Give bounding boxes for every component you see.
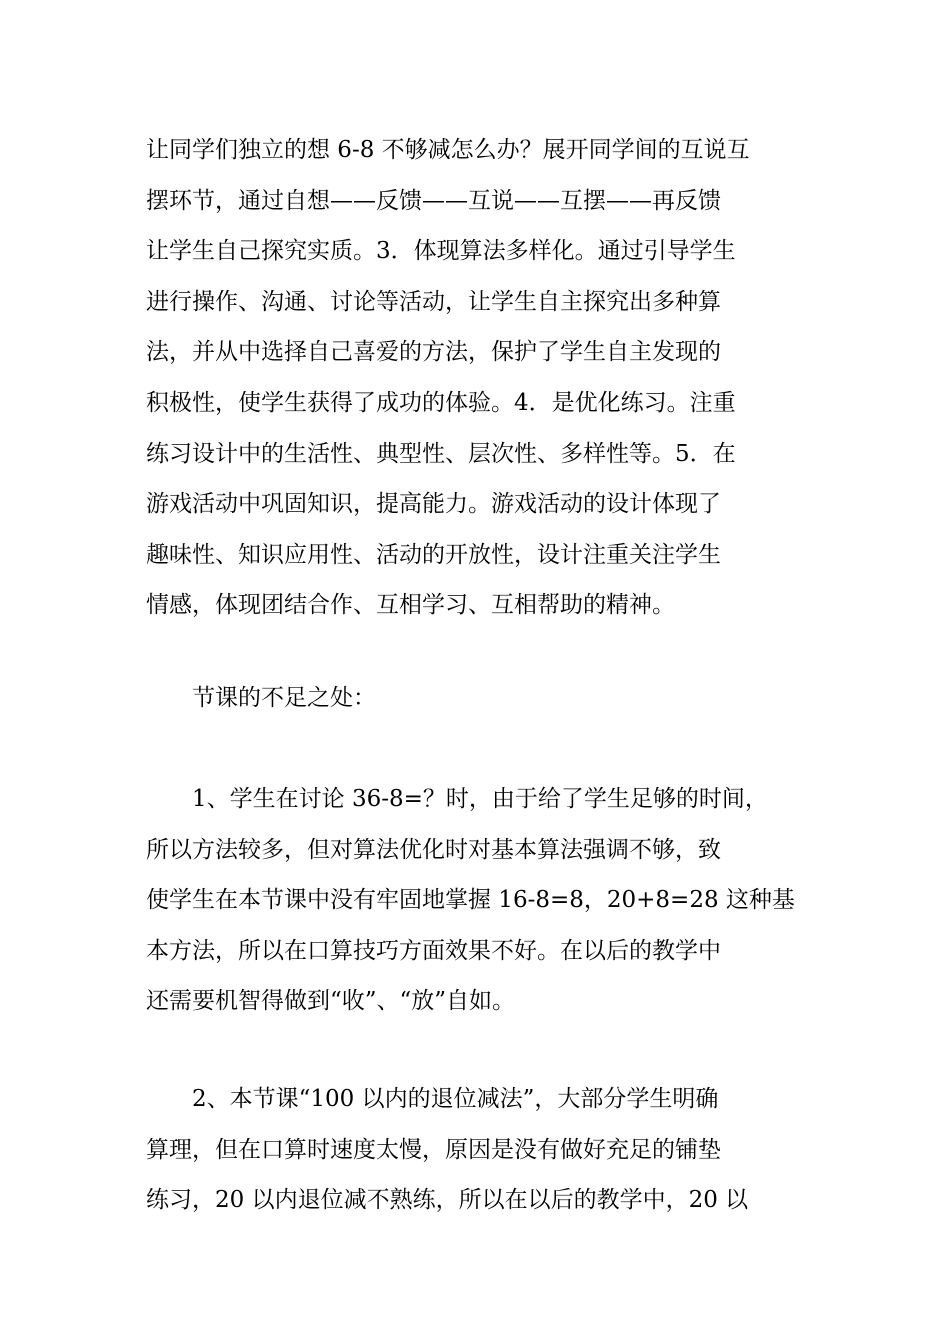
paragraph-shortcoming-2: 2、本节课“100 以内的退位减法”，大部分学生明确 算理，但在口算时速度太慢，原因是没有做好充足的铺垫 练习，20 以内退位减不熟练，所以在以后的教学中，20 以 <box>146 1086 749 1214</box>
paragraph-teaching-highlights: 让同学们独立的想 6-8 不够减怎么办？展开同学间的互说互 摆环节，通过自想——反馈——互说——互摆——再反馈 让学生自己探究实质。3．体现算法多样化。通过引导学生 进行操作、沟通、讨论等活动，让学生自主探究出多种算 法，并从中选择自己喜爱的方法，保护了学生自主发现的 积极性，使学生获得了成功的体验。4．是优化练习。注重 练习设计中的生活性、典型性、层次性、多样性等。5．在 游戏活动中巩固知识，提高能力。游戏活动的设计体现了 趣味性、知识应用性、活动的开放性，设计注重关注学生 情感，体现团结合作、互相学习、互相帮助的精神。 <box>146 137 750 619</box>
paragraph-shortcomings-heading: 节课的不足之处： <box>146 685 376 711</box>
paragraph-shortcoming-1: 1、学生在讨论 36-8=？时，由于给了学生足够的时间， 所以方法较多，但对算法优化时对基本算法强调不够，致 使学生在本节课中没有牢固地掌握 16-8=8，20+8=28 这种基 本方法，所以在口算技巧方面效果不好。在以后的教学中 还需要机智得做到“收”、“放”自如。 <box>146 786 795 1015</box>
